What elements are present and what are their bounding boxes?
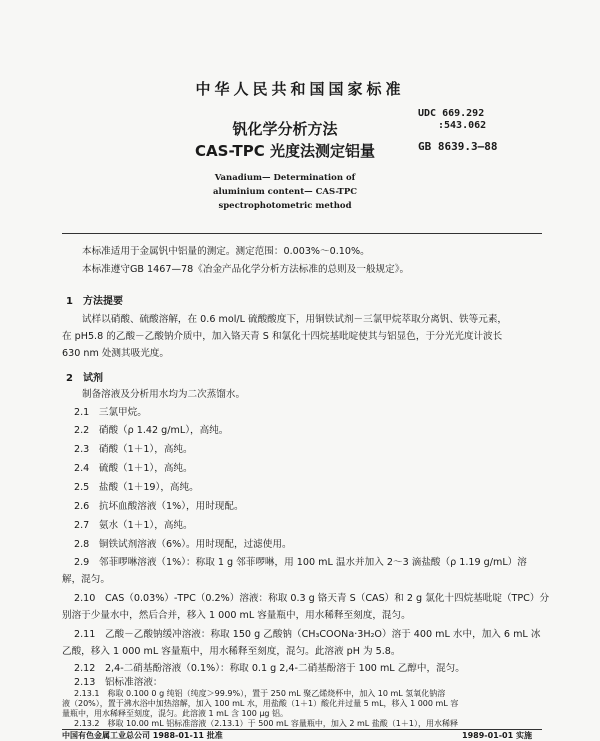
reagent-2-10-line1: 2.10 CAS（0.03%）-TPC（0.2%）溶液：称取 0.3 g 铬天青 S（CAS）和 2 g 氯化十四烷基吡啶（TPC）分 bbox=[74, 593, 550, 604]
reagent-2-9-line1: 2.9 邻菲啰啉溶液（1%）：称取 1 g 邻菲啰啉，用 100 mL 温水并加入 2～3 滴盐酸（ρ 1.19 g/mL）溶 bbox=[74, 557, 527, 568]
reagent-2-11-line2: 乙酸，移入 1 000 mL 容量瓶中，用水稀释至刻度，混匀。此溶液 pH 为 5.8。 bbox=[62, 646, 401, 657]
effective-date: 1989-01-01 实施 bbox=[462, 731, 532, 740]
reagent-2-11-line1: 2.11 乙酸－乙酸钠缓冲溶液：称取 150 g 乙酸钠（CH₃COONa·3H₂O）溶于 400 mL 水中，加入 6 mL 冰 bbox=[74, 629, 541, 640]
reagent-item: 2.4 硫酸（1＋1），高纯。 bbox=[74, 463, 193, 474]
reagent-item: 2.2 硝酸（ρ 1.42 g/mL），高纯。 bbox=[74, 425, 229, 436]
reagent-2-13-1-line2: 液（20%），置于沸水浴中加热溶解，加入 100 mL 水，用盐酸（1＋1）酸化并过量 5 mL，移入 1 000 mL 容 bbox=[62, 699, 459, 708]
section1-heading: 1 方法提要 bbox=[66, 296, 123, 307]
reagent-item: 2.7 氨水（1＋1），高纯。 bbox=[74, 520, 193, 531]
reagent-2-13-1-line1: 2.13.1 称取 0.100 0 g 纯铝（纯度＞99.9%），置于 250 mL 聚乙烯烧杯中，加入 10 mL 氢氧化钠溶 bbox=[74, 689, 446, 698]
reagent-2-10-line2: 别溶于少量水中，然后合并，移入 1 000 mL 容量瓶中，用水稀释至刻度，混匀。 bbox=[62, 610, 411, 621]
standard-title: 中华人民共和国国家标准 bbox=[195, 80, 405, 98]
reagent-2-9-line2: 解，混匀。 bbox=[62, 574, 110, 585]
scope-text: 本标准适用于金属钒中铝量的测定。测定范围：0.003%～0.10%。 bbox=[82, 246, 370, 257]
section1-line1: 试样以硝酸、硫酸溶解，在 0.6 mol/L 硫酸酸度下，用铜铁试剂－三氯甲烷萃取分离钒、铁等元素， bbox=[82, 314, 508, 325]
reagent-2-12: 2.12 2,4-二硝基酚溶液（0.1%）：称取 0.1 g 2,4-二硝基酚溶于 100 mL 乙醇中，混匀。 bbox=[74, 663, 465, 674]
section2-heading: 2 试剂 bbox=[66, 373, 103, 384]
reagent-item: 2.3 硝酸（1＋1），高纯。 bbox=[74, 444, 193, 455]
gb-number: GB 8639.3—88 bbox=[418, 140, 498, 153]
compliance-text: 本标准遵守GB 1467—78《冶金产品化学分析方法标准的总则及一般规定》。 bbox=[82, 264, 410, 275]
title-en-line3: spectrophotometric method bbox=[218, 201, 352, 211]
reagent-2-13-1-line3: 量瓶中，用水稀释至刻度，混匀。此溶液 1 mL 含 100 μg 铝。 bbox=[62, 709, 289, 718]
reagent-item: 2.8 铜铁试剂溶液（6%）。用时现配，过滤使用。 bbox=[74, 539, 292, 550]
title-zh-line2: CAS-TPC 光度法测定铝量 bbox=[195, 142, 375, 160]
reagent-item: 2.1 三氯甲烷。 bbox=[74, 407, 147, 418]
section1-line3: 630 nm 处测其吸光度。 bbox=[62, 348, 169, 359]
reagent-2-13: 2.13 铝标准溶液： bbox=[74, 677, 163, 688]
title-en-line1: Vanadium— Determination of bbox=[214, 173, 356, 183]
approval-date: 中国有色金属工业总公司 1988-01-11 批准 bbox=[62, 731, 223, 740]
footer-divider bbox=[62, 729, 542, 730]
section1-line2: 在 pH5.8 的乙酸－乙酸钠介质中，加入铬天青 S 和氯化十四烷基吡啶使其与铝显色，于分光光度计波长 bbox=[62, 331, 503, 342]
header-divider bbox=[62, 233, 542, 234]
title-en-line2: aluminium content— CAS-TPC bbox=[212, 187, 358, 197]
reagent-item: 2.6 抗坏血酸溶液（1%），用时现配。 bbox=[74, 501, 244, 512]
udc-code-line2: :543.062 bbox=[438, 120, 487, 131]
udc-code-line1: UDC 669.292 bbox=[418, 108, 485, 119]
reagent-item: 2.5 盐酸（1＋19），高纯。 bbox=[74, 482, 199, 493]
section2-intro: 制备溶液及分析用水均为二次蒸馏水。 bbox=[82, 389, 246, 400]
reagent-2-13-2: 2.13.2 移取 10.00 mL 铝标准溶液（2.13.1）于 500 mL 容量瓶中，加入 2 mL 盐酸（1＋1），用水稀释 bbox=[74, 719, 458, 728]
title-zh-line1: 钒化学分析方法 bbox=[232, 120, 338, 138]
